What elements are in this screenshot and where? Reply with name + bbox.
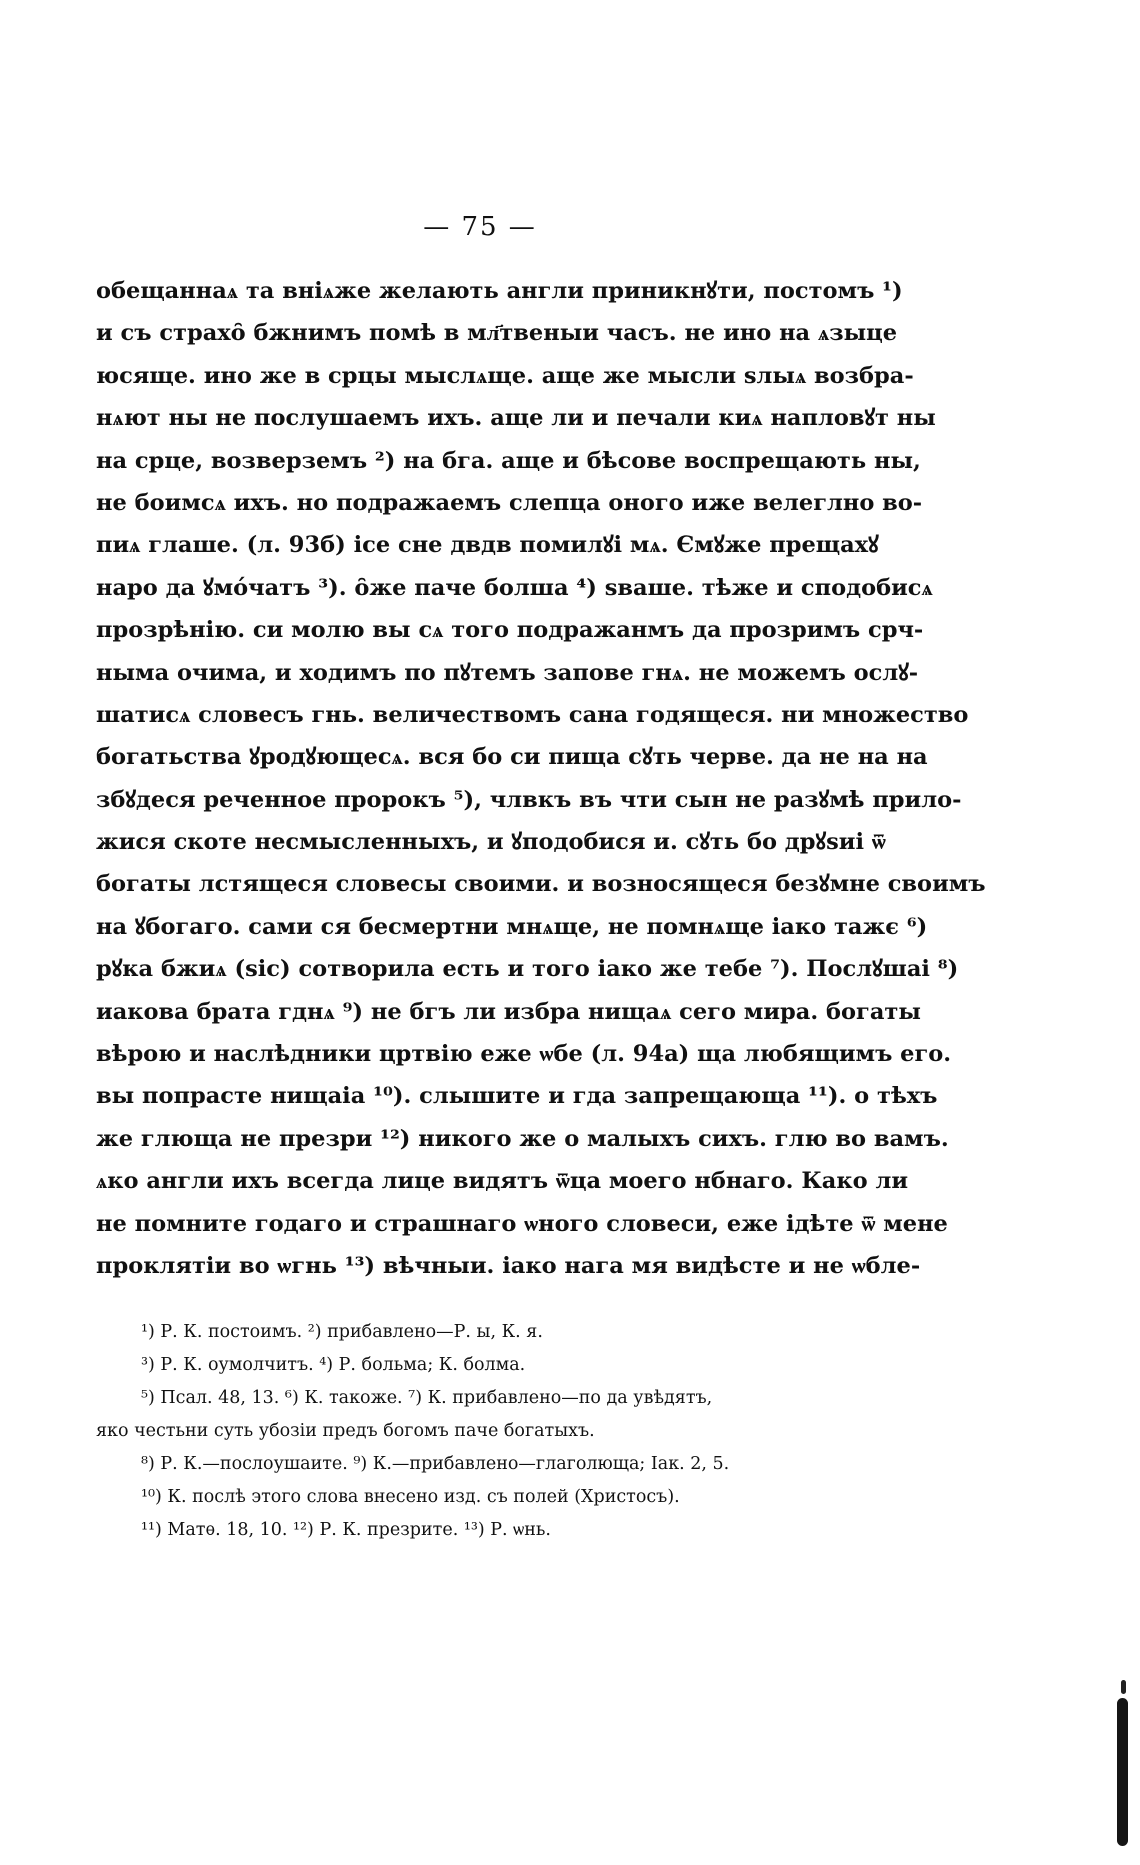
text-line: ѧко англи ихъ всегда лице видятъ ѿца моего нбнаго. Како ли	[96, 1168, 909, 1195]
footnote-line: ³) Р. К. оумолчитъ. ⁴) Р. больма; К. болма.	[141, 1355, 526, 1375]
text-line: наро да ꙋмо́чатъ ³). о̑же паче болша ⁴) ѕваше. тѣже и сподобисѧ	[96, 574, 933, 601]
text-line: ныма очима, и ходимъ по пꙋтемъ запове гнѧ. не можемъ ослꙋ-	[96, 659, 919, 686]
text-line: богатьства ꙋродꙋющесѧ. вся бо си пища сꙋть черве. да не на на	[96, 744, 928, 771]
footnote-line: ¹¹) Матѳ. 18, 10. ¹²) Р. К. презрите. ¹³) Р. ѡнь.	[141, 1520, 551, 1540]
text-line: богаты лстящеся словесы своими. и возносящеся безꙋмне своимъ	[96, 871, 986, 898]
text-line: нѧют ны не послушаемъ ихъ. аще ли и печали киѧ напловꙋт ны	[96, 405, 936, 432]
text-line: пиѧ глаше. (л. 93б) ісе сне двдв помилꙋі мѧ. Ємꙋже прещахꙋ	[96, 532, 879, 559]
footnote-line: яко честьни суть убозіи предъ богомъ паче богатыхъ.	[96, 1421, 595, 1441]
text-line: шатисѧ словесъ гнь. величествомъ сана годящеся. ни множество	[96, 701, 969, 728]
main-text-block	[96, 270, 986, 1287]
text-line: не боимсѧ ихъ. но подражаемъ слепца оного иже велеглно во-	[96, 489, 923, 516]
text-line: юсяще. ино же в срцы мыслѧще. аще же мысли ѕлыѧ возбра-	[96, 362, 914, 389]
text-line: проклятіи во ѡгнь ¹³) вѣчныи. іако нага мя видѣсте и не ѡбле-	[96, 1252, 921, 1279]
text-line: збꙋдеся реченное пророкъ ⁵), члвкъ въ чти сын не разꙋмѣ прило-	[96, 786, 962, 813]
text-line: не помните годаго и страшнаго ѡного словеси, еже ідѣте ѿ мене	[96, 1210, 948, 1237]
text-line: обещаннаѧ та вніѧже желають англи приникнꙋти, постомъ ¹)	[96, 278, 903, 304]
footnote-line: ⁸) Р. К.—послоушаите. ⁹) К.—прибавлено—глаголюща; Іак. 2, 5.	[141, 1454, 730, 1474]
text-line: вѣрою и наслѣдники цртвію еже ѡбе (л. 94а) ща любящимъ его.	[96, 1041, 952, 1068]
text-line: иакова брата гднѧ ⁹) не бгъ ли избра нищаѧ сего мира. богаты	[96, 998, 921, 1025]
text-line: же глюща не презри ¹²) никого же о малыхъ сихъ. глю во вамъ.	[96, 1125, 949, 1152]
binding-edge-shadow	[1117, 1698, 1128, 1846]
page-number: — 75 —	[423, 212, 537, 242]
text-line: жися скоте несмысленныхъ, и ꙋподобися и. сꙋть бо дрꙋѕиі ѿ	[96, 829, 886, 856]
footnote-line: ¹) Р. К. постоимъ. ²) прибавлено—Р. ы, К. я.	[141, 1322, 543, 1342]
text-line: и съ страхо̑ бжнимъ помѣ в мл҃твеныи часъ. не ино на ѧзыце	[96, 320, 898, 347]
text-line: вы попрасте нищаіа ¹⁰). слышите и гда запрещающа ¹¹). о тѣхъ	[96, 1083, 938, 1110]
footnote-line: ⁵) Псал. 48, 13. ⁶) К. такоже. ⁷) К. прибавлено—по да увѣдятъ,	[141, 1388, 713, 1408]
binding-edge-mark	[1121, 1680, 1126, 1694]
text-line: рꙋка бжиѧ (sic) сотворила есть и того іако же тебе ⁷). Послꙋшаі ⁸)	[96, 956, 959, 983]
footnote-line: ¹⁰) К. послѣ этого слова внесено изд. съ полей (Христосъ).	[141, 1487, 680, 1507]
text-line: на ꙋбогаго. сами ся бесмертни мнѧще, не помнѧще іако тажє ⁶)	[96, 913, 928, 940]
text-line: на срце, возверземъ ²) на бга. аще и бѣсове воспрещають ны,	[96, 447, 921, 474]
text-line: прозрѣнію. си молю вы сѧ того подражанмъ да прозримъ срч-	[96, 617, 924, 644]
footnotes-block	[96, 1316, 856, 1547]
